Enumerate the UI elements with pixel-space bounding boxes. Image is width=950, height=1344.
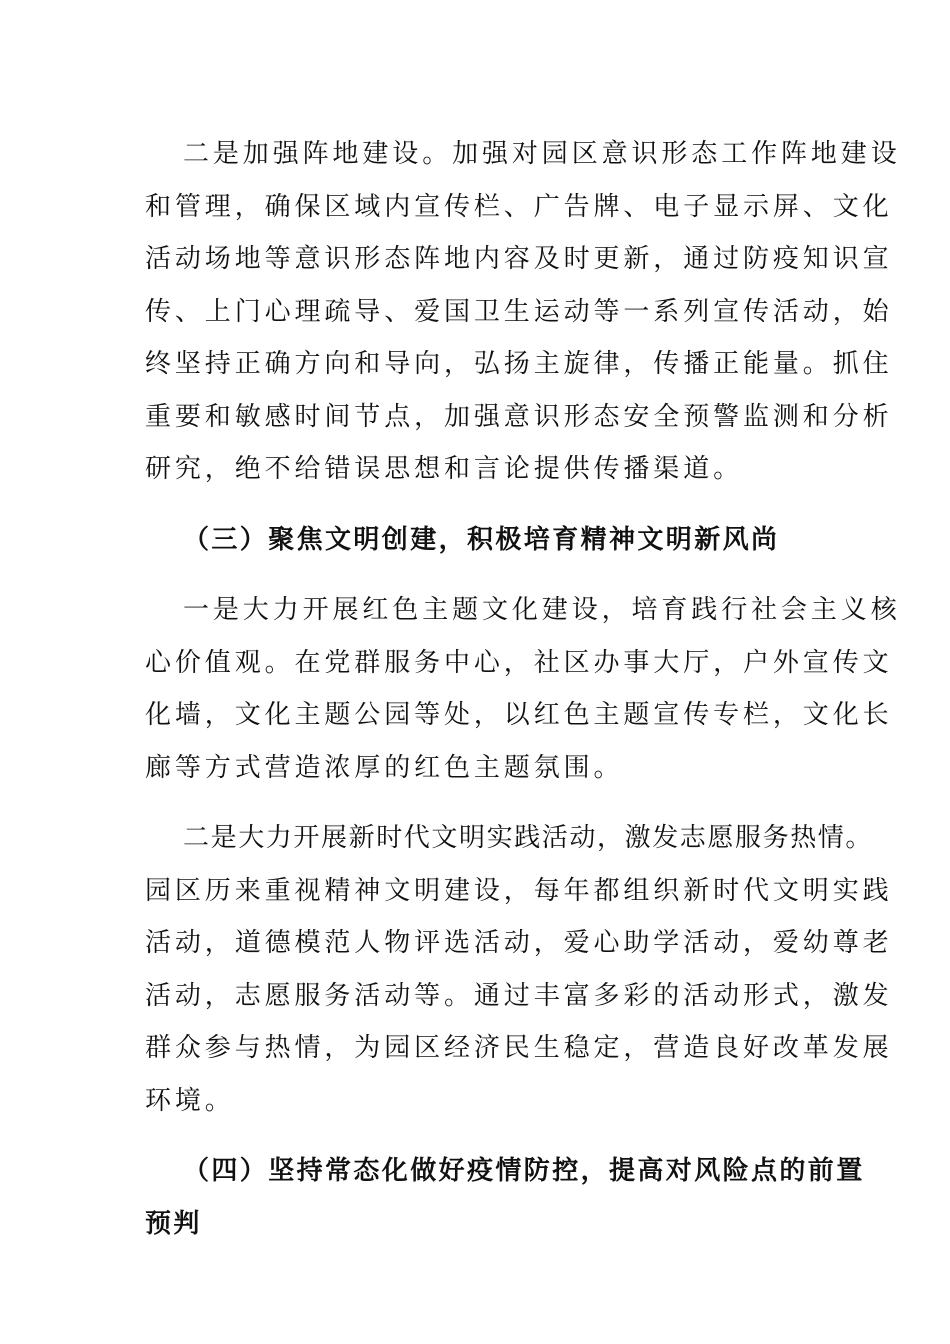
document-page bbox=[145, 128, 901, 1250]
text-line: 一是大力开展红色主题文化建设，培育践行社会主义核 bbox=[183, 595, 901, 625]
text-line: 群众参与热情，为园区经济民生稳定，营造良好改革发展 bbox=[145, 1033, 893, 1063]
text-line: 和管理，确保区域内宣传栏、广告牌、电子显示屏、文化 bbox=[145, 191, 893, 222]
text-line: 活动，志愿服务活动等。通过丰富多彩的活动形式，激发 bbox=[145, 980, 893, 1011]
text-line: 二是大力开展新时代文明实践活动，激发志愿服务热情。 bbox=[183, 823, 874, 853]
paragraph-red-theme-culture bbox=[145, 584, 901, 794]
paragraph-position-building bbox=[145, 128, 901, 496]
text-line: 传、上门心理疏导、爱国卫生运动等一系列宣传活动，始 bbox=[145, 296, 893, 327]
text-line: 廊等方式营造浓厚的红色主题氛围。 bbox=[145, 752, 624, 783]
text-line: 终坚持正确方向和导向，弘扬主旋律，传播正能量。抓住 bbox=[145, 349, 893, 379]
heading-line: （四）坚持常态化做好疫情防控，提高对风险点的前置 bbox=[183, 1156, 865, 1186]
section-heading-3: （三）聚焦文明创建，积极培育精神文明新风尚 bbox=[183, 524, 780, 555]
text-line: 活动，道德模范人物评选活动，爱心助学活动，爱幼尊老 bbox=[145, 928, 893, 958]
text-line: 活动场地等意识形态阵地内容及时更新，通过防疫知识宣 bbox=[145, 244, 893, 274]
heading-line: 预判 bbox=[145, 1208, 202, 1239]
text-line: 环境。 bbox=[145, 1085, 235, 1116]
text-line: 化墙，文化主题公园等处，以红色主题宣传专栏，文化长 bbox=[145, 700, 893, 730]
text-line: 重要和敏感时间节点，加强意识形态安全预警监测和分析 bbox=[145, 401, 893, 432]
text-line: 二是加强阵地建设。加强对园区意识形态工作阵地建设 bbox=[183, 139, 901, 169]
section-heading-4 bbox=[145, 1145, 865, 1250]
paragraph-civilization-practice bbox=[145, 812, 893, 1127]
text-line: 研究，绝不给错误思想和言论提供传播渠道。 bbox=[145, 454, 744, 484]
text-line: 心价值观。在党群服务中心，社区办事大厅，户外宣传文 bbox=[145, 647, 893, 678]
text-line: 园区历来重视精神文明建设，每年都组织新时代文明实践 bbox=[145, 875, 893, 906]
